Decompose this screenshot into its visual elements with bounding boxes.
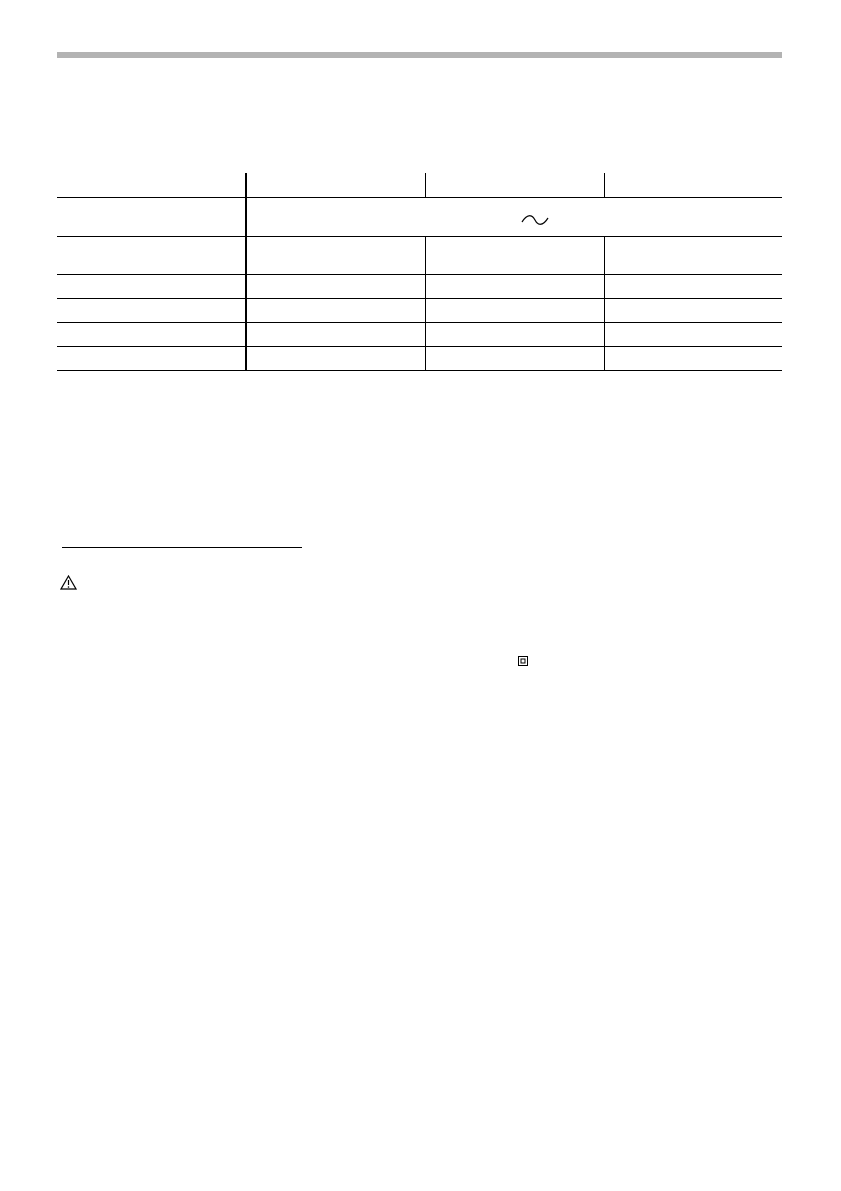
table-cell bbox=[604, 322, 782, 346]
table-cell bbox=[425, 274, 604, 298]
table-cell bbox=[57, 322, 246, 346]
table-row bbox=[57, 274, 782, 298]
table-cell bbox=[425, 298, 604, 322]
table-cell bbox=[246, 322, 425, 346]
table-cell bbox=[604, 236, 782, 274]
warning-triangle-icon bbox=[60, 575, 77, 590]
table-row bbox=[57, 236, 782, 274]
table-cell bbox=[57, 173, 246, 197]
specifications-table bbox=[57, 173, 782, 371]
table-cell bbox=[604, 298, 782, 322]
table-cell bbox=[57, 298, 246, 322]
table-cell bbox=[425, 346, 604, 370]
table-cell bbox=[57, 236, 246, 274]
voltage-ac-cell bbox=[246, 197, 782, 236]
double-square-icon bbox=[518, 656, 528, 666]
section-underline bbox=[62, 547, 302, 548]
table-cell bbox=[604, 346, 782, 370]
table-cell bbox=[425, 322, 604, 346]
table-cell bbox=[246, 173, 425, 197]
table-cell bbox=[246, 274, 425, 298]
table-row bbox=[57, 322, 782, 346]
table-cell bbox=[246, 346, 425, 370]
table-cell bbox=[57, 274, 246, 298]
table-cell bbox=[604, 173, 782, 197]
table-cell bbox=[425, 236, 604, 274]
table-cell bbox=[246, 298, 425, 322]
table-row bbox=[57, 298, 782, 322]
tilde-icon bbox=[521, 213, 549, 227]
table-cell bbox=[425, 173, 604, 197]
table-row bbox=[57, 173, 782, 197]
table-cell bbox=[246, 236, 425, 274]
table-row bbox=[57, 197, 782, 236]
table-cell bbox=[604, 274, 782, 298]
table-cell bbox=[57, 197, 246, 236]
table-row bbox=[57, 346, 782, 370]
table-cell bbox=[57, 346, 246, 370]
header-bar bbox=[57, 52, 782, 58]
